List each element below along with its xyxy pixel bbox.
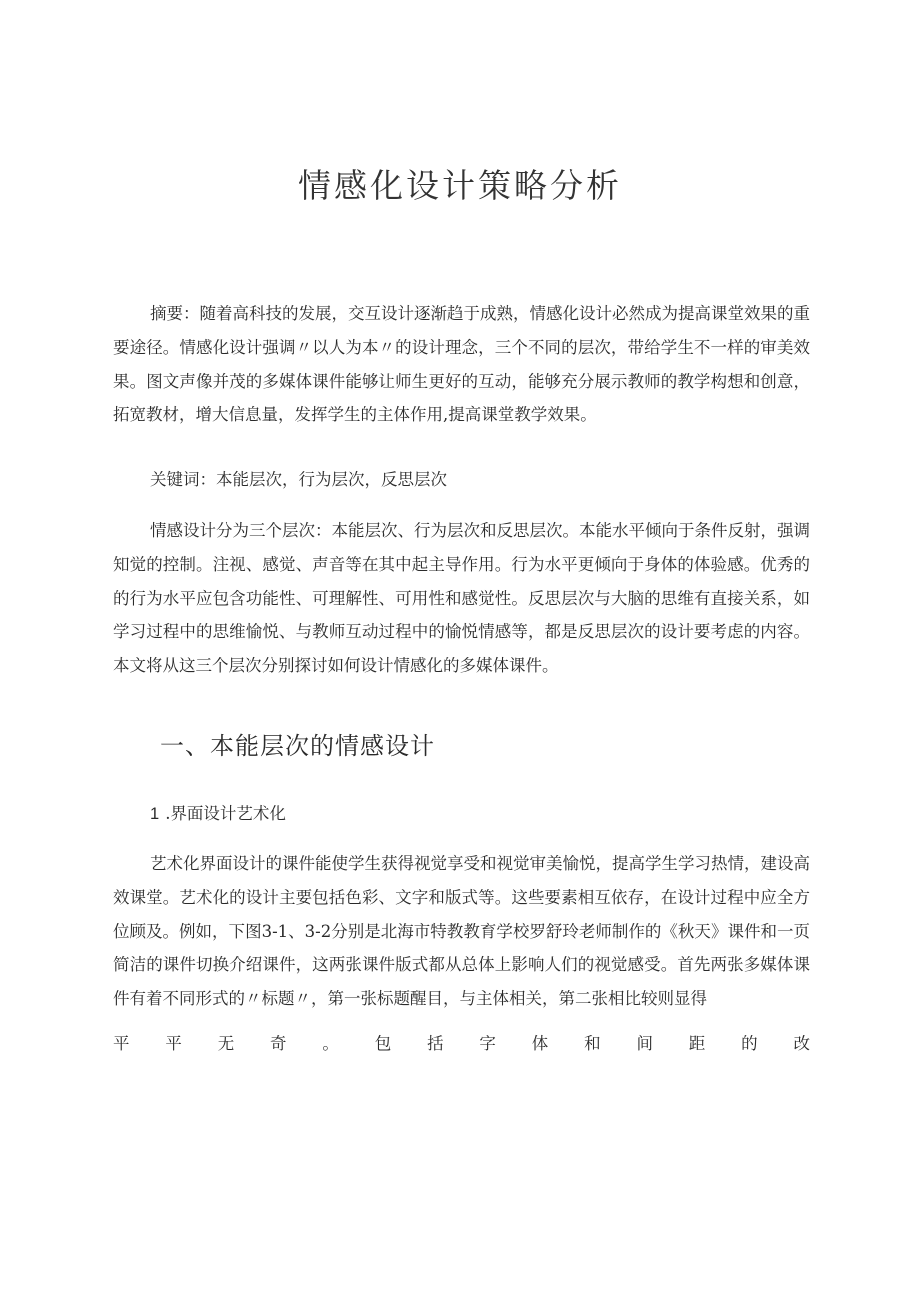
spread-char: 括 (427, 1034, 444, 1053)
spread-char: 距 (688, 1034, 706, 1053)
spread-char: 字 (479, 1034, 496, 1053)
body-paragraph: 艺术化界面设计的课件能使学生获得视觉享受和视觉审美愉悦，提高学生学习热情，建设高效课堂。艺术化的设计主要包括色彩、文字和版式等。这些要素相互依存，在设计过程中应全方位顾及。例如，下图3-1、3-2分别是北海市特教教育学校罗舒玲老师制作的《秋天》课件和一页简洁的课件切换介绍课件，这两张课件版式都从总体上影响人们的视觉感受。首先两张多媒体课件有着不同形式的〃标题〃，第一张标题醒目，与主体相关，第二张相比较则显得 (113, 854, 810, 1009)
spread-char: 改 (793, 1034, 810, 1053)
section-heading: 一、本能层次的情感设计 (160, 732, 435, 760)
justified-last-line (113, 1027, 810, 1061)
keywords-paragraph: 关键词：本能层次，行为层次，反思层次 (150, 470, 447, 489)
spread-char: 体 (531, 1034, 549, 1053)
spread-char: 间 (636, 1034, 653, 1053)
spread-char: 的 (741, 1034, 758, 1053)
intro-paragraph: 情感设计分为三个层次：本能层次、行为层次和反思层次。本能水平倾向于条件反射，强调知觉的控制。注视、感觉、声音等在其中起主导作用。行为水平更倾向于身体的体验感。优秀的的行为水平应包含功能性、可理解性、可用性和感觉性。反思层次与大脑的思维有直接关系，如学习过程中的思维愉悦、与教师互动过程中的愉悦情感等，都是反思层次的设计要考虑的内容。本文将从这三个层次分别探讨如何设计情感化的多媒体课件。 (113, 521, 810, 676)
subsection-title: .界面设计艺术化 (165, 804, 286, 823)
spread-char: 无 (217, 1034, 235, 1053)
subsection-number: 1 (150, 805, 160, 823)
abstract-paragraph: 摘要：随着高科技的发展，交互设计逐渐趋于成熟，情感化设计必然成为提高课堂效果的重要途径。情感化设计强调〃以人为本〃的设计理念，三个不同的层次，带给学生不一样的审美效果。图文声像并茂的多媒体课件能够让师生更好的互动，能够充分展示教师的教学构想和创意，拓宽教材，增大信息量，发挥学生的主体作用,提高课堂教学效果。 (113, 304, 810, 425)
spread-char: 包 (374, 1034, 392, 1053)
subsection-heading (150, 800, 286, 824)
spread-char: 平 (113, 1034, 130, 1053)
spread-char: 。 (322, 1034, 339, 1053)
document-title: 情感化设计策略分析 (298, 166, 622, 205)
spread-char: 和 (584, 1034, 601, 1053)
spread-char: 平 (165, 1034, 182, 1053)
spread-char: 奇 (270, 1034, 287, 1053)
